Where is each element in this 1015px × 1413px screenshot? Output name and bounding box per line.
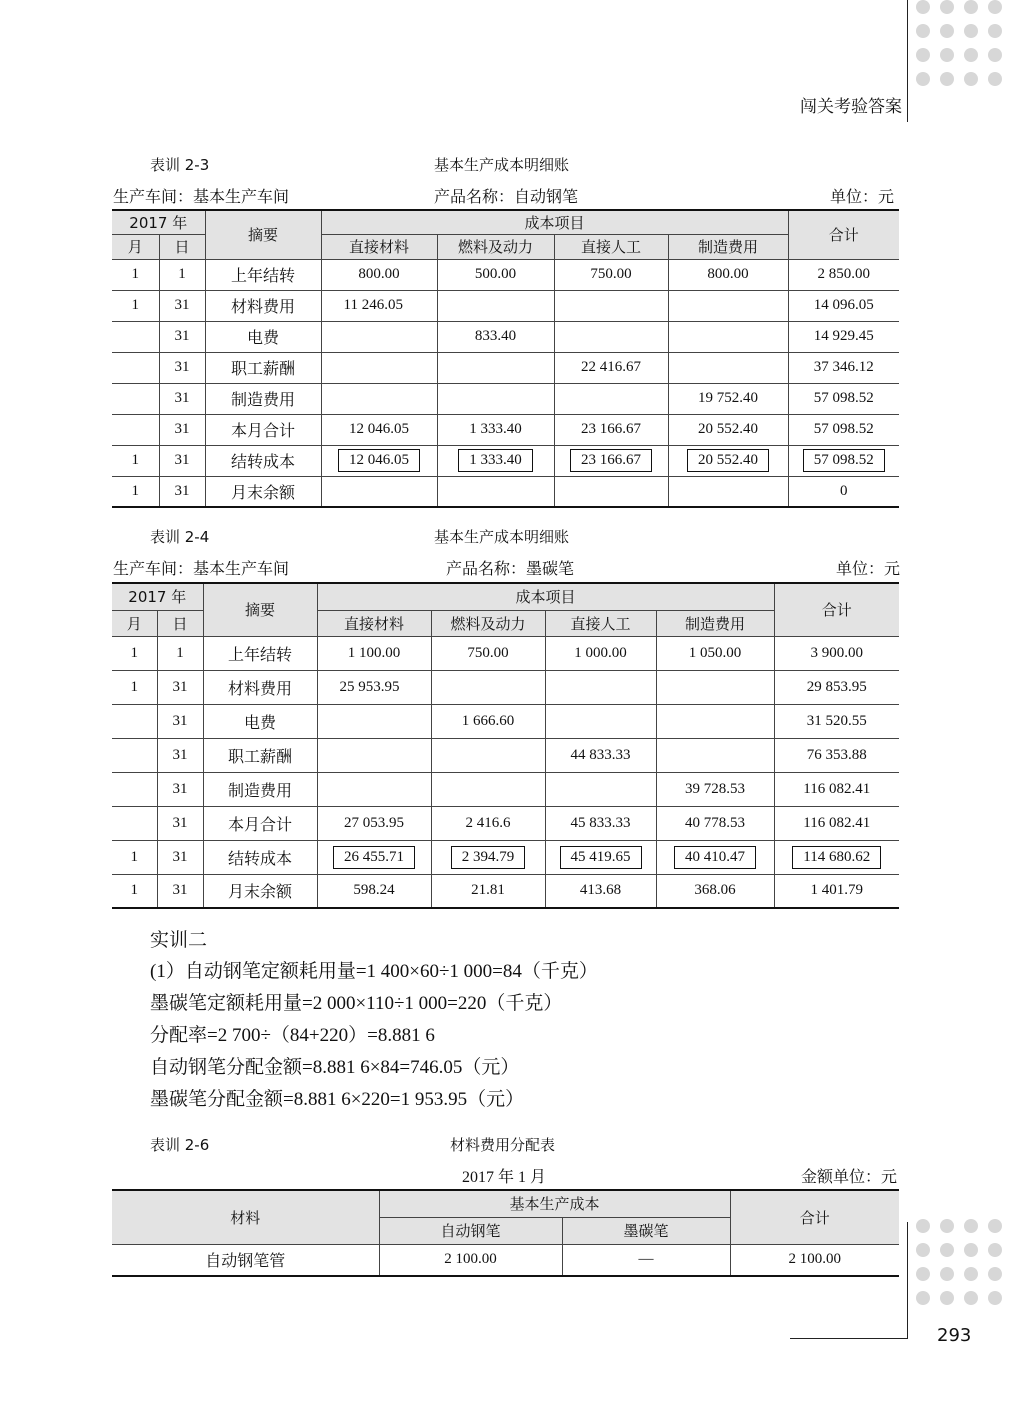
value-cell: 45 833.33: [545, 806, 656, 840]
boxed-value: 1 333.40: [458, 449, 533, 472]
col-header: 燃料及动力: [431, 610, 545, 636]
day-cell: 31: [157, 738, 203, 772]
col-header: 制造费用: [668, 234, 788, 259]
summary-cell: 结转成本: [205, 445, 321, 476]
day-cell: 1: [157, 636, 203, 670]
table-row: [112, 352, 899, 383]
boxed-total: 114 680.62: [792, 846, 881, 869]
month-header: 月: [112, 234, 159, 259]
calc-line: 墨碳笔分配金额=8.881 6×220=1 953.95（元）: [150, 1089, 525, 1110]
value-cell: [431, 670, 545, 704]
ledger-table-2-3: [112, 209, 899, 508]
cost-items-header: 成本项目: [321, 210, 788, 234]
material-allocation-table: [112, 1189, 899, 1277]
total-cell: 31 520.55: [774, 704, 899, 738]
auto-pen-cell: 2 100.00: [379, 1244, 562, 1276]
footer-rule: [790, 1338, 908, 1339]
total-cell: 29 853.95: [774, 670, 899, 704]
table-date: 2017 年 1 月: [462, 1169, 547, 1186]
value-cell: 44 833.33: [545, 738, 656, 772]
decorative-dot-grid-bottom: [916, 1219, 1002, 1305]
total-cell: 0: [788, 476, 899, 507]
value-cell: 750.00: [431, 636, 545, 670]
day-cell: 31: [157, 772, 203, 806]
col-header: 直接人工: [554, 234, 668, 259]
value-cell: 27 053.95: [317, 806, 431, 840]
month-cell: 1: [112, 290, 159, 321]
margin-rule-top: [907, 0, 908, 122]
table-row: [112, 806, 899, 840]
cost-items-header: 成本项目: [317, 583, 774, 610]
summary-cell: 结转成本: [203, 840, 317, 874]
summary-cell: 职工薪酬: [203, 738, 317, 772]
value-cell: 750.00: [554, 259, 668, 290]
day-cell: 31: [157, 670, 203, 704]
summary-cell: 月末余额: [205, 476, 321, 507]
value-cell: [656, 704, 774, 738]
value-cell: [554, 476, 668, 507]
practice-section: [150, 924, 598, 1116]
value-cell: [545, 704, 656, 738]
total-cell: 2 100.00: [730, 1244, 899, 1276]
col-header: 制造费用: [656, 610, 774, 636]
value-cell: [431, 738, 545, 772]
day-cell: 31: [157, 806, 203, 840]
product-label: 产品名称：墨碳笔: [446, 559, 575, 578]
boxed-total: 57 098.52: [803, 449, 885, 472]
value-cell: 800.00: [668, 259, 788, 290]
day-cell: 31: [159, 445, 205, 476]
total-header: 合计: [730, 1190, 899, 1244]
value-cell: 2 416.6: [431, 806, 545, 840]
unit-label: 金额单位：元: [801, 1167, 898, 1186]
table-row: [112, 704, 899, 738]
table-row: [112, 476, 899, 507]
value-cell: 598.24: [317, 874, 431, 908]
auto-pen-header: 自动钢笔: [379, 1217, 562, 1244]
calc-line: 自动钢笔分配金额=8.881 6×84=746.05（元）: [150, 1057, 520, 1078]
table-row: [112, 414, 899, 445]
value-cell: 1 000.00: [545, 636, 656, 670]
month-cell: 1: [112, 445, 159, 476]
value-cell: [437, 383, 554, 414]
table-row: [112, 874, 899, 908]
value-cell: 25 953.95: [317, 670, 431, 704]
value-cell: [656, 670, 774, 704]
basic-production-header: 基本生产成本: [379, 1190, 730, 1217]
value-cell: 21.81: [431, 874, 545, 908]
col-header: 直接材料: [317, 610, 431, 636]
table-title: 材料费用分配表: [450, 1136, 556, 1154]
value-cell: [317, 738, 431, 772]
total-cell: 14 929.45: [788, 321, 899, 352]
table-row: [112, 636, 899, 670]
summary-cell: 电费: [203, 704, 317, 738]
month-cell: [112, 383, 159, 414]
carbon-pen-cell: —: [562, 1244, 730, 1276]
value-cell: 23 166.67: [554, 414, 668, 445]
value-cell: [554, 321, 668, 352]
day-cell: 1: [159, 259, 205, 290]
table-caption: 表训 2-3: [150, 156, 210, 174]
col-header: 燃料及动力: [437, 234, 554, 259]
value-cell: 1 333.40: [437, 414, 554, 445]
month-cell: [112, 772, 157, 806]
page-number: 293: [937, 1325, 972, 1346]
value-cell: [668, 290, 788, 321]
value-cell: 368.06: [656, 874, 774, 908]
value-cell: [321, 383, 437, 414]
day-cell: 31: [159, 352, 205, 383]
unit-label: 单位：元: [836, 559, 901, 578]
value-cell: 39 728.53: [656, 772, 774, 806]
total-cell: 57 098.52: [788, 383, 899, 414]
table-row: [112, 383, 899, 414]
decorative-dot-grid-top: [916, 0, 1002, 86]
total-cell: 116 082.41: [774, 772, 899, 806]
table-row: [112, 445, 899, 476]
value-cell: [431, 772, 545, 806]
summary-cell: 制造费用: [203, 772, 317, 806]
table-row: [112, 772, 899, 806]
value-cell: [317, 772, 431, 806]
value-cell: 1 050.00: [656, 636, 774, 670]
month-cell: 1: [112, 670, 157, 704]
summary-cell: 制造费用: [205, 383, 321, 414]
table-row: [112, 670, 899, 704]
day-cell: 31: [159, 383, 205, 414]
value-cell: [668, 352, 788, 383]
total-cell: 3 900.00: [774, 636, 899, 670]
year-header: 2017 年: [112, 210, 205, 234]
year-header: 2017 年: [112, 583, 203, 610]
total-cell: 37 346.12: [788, 352, 899, 383]
boxed-value: 2 394.79: [451, 846, 526, 869]
calc-line: 分配率=2 700÷（84+220）=8.881 6: [150, 1025, 435, 1046]
table-caption: 表训 2-4: [150, 528, 210, 546]
table-row: [112, 321, 899, 352]
table-row: [112, 290, 899, 321]
value-cell: 20 552.40: [668, 414, 788, 445]
month-cell: [112, 414, 159, 445]
month-cell: 1: [112, 840, 157, 874]
value-cell: 500.00: [437, 259, 554, 290]
total-cell: 1 401.79: [774, 874, 899, 908]
boxed-value: 12 046.05: [338, 449, 420, 472]
day-header: 日: [157, 610, 203, 636]
table-title: 基本生产成本明细账: [434, 156, 570, 174]
value-cell: [545, 772, 656, 806]
boxed-value: 45 419.65: [560, 846, 642, 869]
value-cell: [321, 476, 437, 507]
value-cell: 1 100.00: [317, 636, 431, 670]
boxed-value: 23 166.67: [570, 449, 652, 472]
total-cell: 57 098.52: [788, 414, 899, 445]
value-cell: [554, 290, 668, 321]
month-cell: 1: [112, 259, 159, 290]
month-cell: 1: [112, 636, 157, 670]
total-cell: 76 353.88: [774, 738, 899, 772]
day-header: 日: [159, 234, 205, 259]
month-cell: [112, 806, 157, 840]
summary-cell: 本月合计: [205, 414, 321, 445]
day-cell: 31: [157, 874, 203, 908]
table-row: [112, 738, 899, 772]
col-header: 直接材料: [321, 234, 437, 259]
material-header: 材料: [112, 1190, 379, 1244]
day-cell: 31: [159, 414, 205, 445]
workshop-label: 生产车间：基本生产车间: [113, 559, 290, 578]
total-header: 合计: [788, 210, 899, 259]
summary-header: 摘要: [203, 583, 317, 636]
value-cell: 11 246.05: [321, 290, 437, 321]
section-title: 闯关考验答案: [800, 97, 902, 117]
boxed-value: 20 552.40: [687, 449, 769, 472]
value-cell: 40 778.53: [656, 806, 774, 840]
table-title: 基本生产成本明细账: [434, 528, 570, 546]
day-cell: 31: [157, 840, 203, 874]
day-cell: 31: [159, 321, 205, 352]
value-cell: [545, 670, 656, 704]
value-cell: 1 666.60: [431, 704, 545, 738]
table-caption: 表训 2-6: [150, 1136, 210, 1154]
value-cell: [437, 290, 554, 321]
value-cell: 413.68: [545, 874, 656, 908]
value-cell: [437, 352, 554, 383]
product-label: 产品名称：自动钢笔: [434, 187, 579, 206]
value-cell: 19 752.40: [668, 383, 788, 414]
total-cell: 2 850.00: [788, 259, 899, 290]
month-cell: [112, 352, 159, 383]
workshop-label: 生产车间：基本生产车间: [113, 187, 290, 206]
table-row: [112, 259, 899, 290]
calc-line: (1）自动钢笔定额耗用量=1 400×60÷1 000=84（千克）: [150, 961, 598, 982]
summary-cell: 材料费用: [205, 290, 321, 321]
value-cell: [668, 476, 788, 507]
total-cell: 116 082.41: [774, 806, 899, 840]
summary-cell: 上年结转: [203, 636, 317, 670]
margin-rule-bottom: [907, 1222, 908, 1339]
month-cell: 1: [112, 874, 157, 908]
summary-cell: 电费: [205, 321, 321, 352]
boxed-value: 40 410.47: [674, 846, 756, 869]
carbon-pen-header: 墨碳笔: [562, 1217, 730, 1244]
ledger-table-2-4: [112, 582, 899, 909]
value-cell: [317, 704, 431, 738]
total-cell: 14 096.05: [788, 290, 899, 321]
col-header: 直接人工: [545, 610, 656, 636]
value-cell: [321, 352, 437, 383]
table-row: [112, 840, 899, 874]
month-cell: 1: [112, 476, 159, 507]
value-cell: [656, 738, 774, 772]
total-header: 合计: [774, 583, 899, 636]
value-cell: 22 416.67: [554, 352, 668, 383]
summary-cell: 月末余额: [203, 874, 317, 908]
unit-label: 单位：元: [830, 187, 895, 206]
summary-cell: 材料费用: [203, 670, 317, 704]
value-cell: 800.00: [321, 259, 437, 290]
value-cell: [321, 321, 437, 352]
month-cell: [112, 704, 157, 738]
table-row: [112, 1244, 899, 1276]
boxed-value: 26 455.71: [333, 846, 415, 869]
month-header: 月: [112, 610, 157, 636]
summary-cell: 职工薪酬: [205, 352, 321, 383]
summary-cell: 本月合计: [203, 806, 317, 840]
calc-line: 墨碳笔定额耗用量=2 000×110÷1 000=220（千克）: [150, 993, 563, 1014]
value-cell: [554, 383, 668, 414]
summary-cell: 上年结转: [205, 259, 321, 290]
practice-heading: 实训二: [150, 929, 208, 951]
value-cell: 833.40: [437, 321, 554, 352]
value-cell: [668, 321, 788, 352]
value-cell: 12 046.05: [321, 414, 437, 445]
month-cell: [112, 321, 159, 352]
day-cell: 31: [157, 704, 203, 738]
month-cell: [112, 738, 157, 772]
day-cell: 31: [159, 290, 205, 321]
material-cell: 自动钢笔管: [112, 1244, 379, 1276]
value-cell: [437, 476, 554, 507]
day-cell: 31: [159, 476, 205, 507]
summary-header: 摘要: [205, 210, 321, 259]
